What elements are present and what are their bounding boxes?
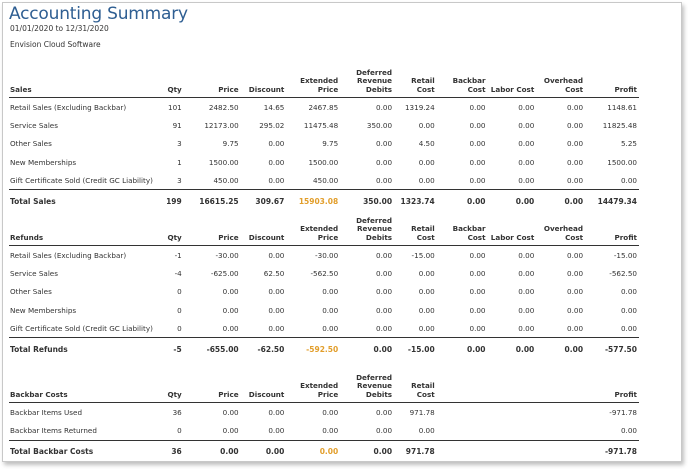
report-title: Accounting Summary	[9, 4, 188, 24]
table-row	[9, 319, 639, 338]
column-header: Price	[218, 232, 239, 242]
cell: 0.00	[567, 157, 584, 167]
cell: 0	[177, 323, 182, 333]
column-header: Discount	[248, 84, 285, 94]
cell: 9.75	[222, 139, 239, 149]
refunds-total-row	[9, 338, 639, 361]
table-row	[9, 246, 639, 265]
cell	[488, 403, 537, 422]
cell: 0.00	[268, 287, 285, 297]
cell: 1500.00	[607, 157, 637, 167]
cell: 0.00	[518, 305, 535, 315]
cell: 0.00	[564, 196, 584, 206]
cell: 0.00	[469, 305, 486, 315]
cell: 0.00	[222, 287, 239, 297]
cell: 0.00	[376, 287, 393, 297]
cell: 9.75	[322, 139, 339, 149]
cell: Backbar Items Returned	[10, 425, 97, 435]
cell: 0.00	[518, 287, 535, 297]
cell: Service Sales	[10, 120, 58, 130]
cell: 0.00	[268, 407, 285, 417]
cell: -30.00	[315, 250, 339, 260]
cell: -577.50	[604, 344, 637, 354]
cell: -562.50	[609, 268, 637, 278]
table-row	[9, 283, 639, 301]
cell	[437, 403, 488, 422]
refunds-header-row	[9, 208, 639, 246]
cell: 0.00	[376, 425, 393, 435]
column-header: Profit	[614, 389, 637, 399]
table-row	[9, 98, 639, 117]
cell: 0.00	[268, 175, 285, 185]
cell: 0.00	[268, 323, 285, 333]
cell: 0.00	[376, 250, 393, 260]
cell: 14.65	[263, 102, 285, 112]
cell: 971.78	[405, 447, 435, 457]
cell: Gift Certificate Sold (Credit GC Liability)	[10, 175, 153, 185]
cell: 0.00	[620, 323, 637, 333]
cell: 0.00	[567, 175, 584, 185]
cell: -15.00	[407, 344, 435, 354]
cell: 0.00	[322, 305, 339, 315]
cell: -1	[174, 250, 182, 260]
cell: 0.00	[469, 268, 486, 278]
cell: 11475.48	[303, 120, 339, 130]
column-header: Retail Cost	[411, 381, 435, 399]
cell: -625.00	[210, 268, 239, 278]
cell: 0.00	[222, 407, 239, 417]
column-header	[488, 365, 537, 403]
cell: 0.00	[418, 287, 435, 297]
cell: -30.00	[215, 250, 239, 260]
cell: -15.00	[411, 250, 435, 260]
cell: 450.00	[213, 175, 239, 185]
column-header	[536, 365, 585, 403]
sales-header-row	[9, 60, 639, 98]
cell: Retail Sales (Excluding Backbar)	[10, 250, 127, 260]
table-row	[9, 264, 639, 282]
cell: 1500.00	[308, 157, 339, 167]
column-header: Backbar Costs	[10, 389, 68, 399]
column-header: Extended Price	[300, 224, 339, 242]
cell: 0.00	[567, 139, 584, 149]
cell: 295.02	[259, 120, 285, 130]
table-row	[9, 171, 639, 190]
column-header: Backbar Cost	[452, 76, 486, 94]
cell: 101	[168, 102, 182, 112]
column-header: Refunds	[10, 232, 44, 242]
cell: 0.00	[268, 157, 285, 167]
column-header: Profit	[614, 84, 637, 94]
cell: 2467.85	[308, 102, 339, 112]
column-header: Qty	[167, 84, 182, 94]
cell: 0.00	[515, 196, 535, 206]
cell: 0.00	[469, 287, 486, 297]
cell: 450.00	[313, 175, 339, 185]
cell: 350.00	[363, 196, 393, 206]
column-header: Sales	[10, 84, 32, 94]
cell: 4.50	[418, 139, 435, 149]
cell: 2482.50	[208, 102, 239, 112]
table-row	[9, 153, 639, 171]
cell: 0.00	[567, 287, 584, 297]
company-name: Envision Cloud Software	[10, 40, 101, 49]
column-header	[437, 365, 488, 403]
cell: 0.00	[620, 425, 637, 435]
column-header: Price	[218, 389, 239, 399]
cell: 14479.34	[597, 196, 637, 206]
column-header: Qty	[167, 389, 182, 399]
backbar-costs-table	[9, 365, 639, 462]
cell: 0.00	[376, 323, 393, 333]
cell: 1	[177, 157, 182, 167]
cell: 0.00	[418, 268, 435, 278]
cell: 0.00	[322, 323, 339, 333]
cell: 0.00	[620, 305, 637, 315]
cell: 0.00	[518, 120, 535, 130]
cell: New Memberships	[10, 157, 77, 167]
column-header: Discount	[248, 232, 285, 242]
cell: -971.78	[604, 447, 637, 457]
column-header: Deferred Revenue Debits	[356, 372, 393, 399]
column-header: Backbar Cost	[452, 224, 486, 242]
cell: Backbar Items Used	[10, 407, 83, 417]
cell: 0.00	[222, 425, 239, 435]
cell: 0.00	[376, 175, 393, 185]
cell	[536, 440, 585, 462]
cell: 0.00	[376, 157, 393, 167]
cell: -562.50	[310, 268, 339, 278]
table-row	[9, 403, 639, 422]
cell	[536, 421, 585, 440]
cell: 0.00	[418, 323, 435, 333]
column-header: Overhead Cost	[543, 76, 584, 94]
column-header: Overhead Cost	[543, 224, 584, 242]
cell: 0.00	[376, 268, 393, 278]
cell: 0.00	[268, 139, 285, 149]
cell: 0.00	[567, 305, 584, 315]
cell: 62.50	[263, 268, 285, 278]
cell: 0.00	[373, 344, 393, 354]
cell: 3	[177, 139, 182, 149]
column-header: Retail Cost	[411, 76, 435, 94]
sales-table	[9, 60, 639, 212]
column-header: Deferred Revenue Debits	[356, 215, 393, 242]
cell: -655.00	[206, 344, 239, 354]
cell: 0.00	[469, 323, 486, 333]
cell: 0.00	[268, 250, 285, 260]
cell: -15.00	[613, 250, 637, 260]
cell: 199	[166, 196, 182, 206]
cell: Service Sales	[10, 268, 58, 278]
cell: 0.00	[222, 323, 239, 333]
column-header: Retail Cost	[411, 224, 435, 242]
cell: 0.00	[268, 425, 285, 435]
cell: 1323.74	[400, 196, 435, 206]
cell: 0.00	[518, 268, 535, 278]
cell: 0.00	[322, 287, 339, 297]
cell: 0.00	[268, 305, 285, 315]
cell: 0.00	[620, 287, 637, 297]
cell: 1148.61	[607, 102, 637, 112]
cell: 91	[172, 120, 182, 130]
table-row	[9, 116, 639, 134]
column-header: Qty	[167, 232, 182, 242]
cell: -971.78	[609, 407, 637, 417]
cell: 971.78	[409, 407, 435, 417]
cell: 0	[177, 287, 182, 297]
cell: 0.00	[567, 323, 584, 333]
cell: 1500.00	[208, 157, 239, 167]
table-row	[9, 135, 639, 153]
column-header: Price	[218, 84, 239, 94]
cell: 0.00	[469, 250, 486, 260]
cell: -592.50	[306, 344, 339, 354]
backbar-total-row	[9, 440, 639, 462]
cell: 36	[171, 447, 182, 457]
cell: 0.00	[518, 157, 535, 167]
cell: 0.00	[376, 407, 393, 417]
cell: Total Backbar Costs	[10, 447, 94, 457]
cell	[437, 421, 488, 440]
cell: 0.00	[322, 425, 339, 435]
cell: 0.00	[469, 175, 486, 185]
cell: 0.00	[469, 157, 486, 167]
cell: 0.00	[518, 102, 535, 112]
cell: 11825.48	[602, 120, 637, 130]
cell: Total Sales	[10, 196, 56, 206]
cell: 0.00	[376, 305, 393, 315]
cell: 0.00	[418, 157, 435, 167]
cell: 12173.00	[204, 120, 239, 130]
cell: 0.00	[567, 102, 584, 112]
cell: 36	[172, 407, 182, 417]
cell	[536, 403, 585, 422]
cell	[488, 421, 537, 440]
cell: 0.00	[469, 139, 486, 149]
cell: 0.00	[373, 447, 393, 457]
cell: 350.00	[366, 120, 393, 130]
table-row	[9, 301, 639, 319]
cell: 0.00	[467, 344, 486, 354]
cell: 0.00	[620, 175, 637, 185]
cell: Other Sales	[10, 139, 52, 149]
cell: 0.00	[376, 102, 393, 112]
cell: 0.00	[518, 323, 535, 333]
cell: 0.00	[469, 120, 486, 130]
cell: 0.00	[467, 196, 486, 206]
table-row	[9, 421, 639, 440]
cell: 0.00	[567, 120, 584, 130]
cell: New Memberships	[10, 305, 77, 315]
cell: 15903.08	[298, 196, 339, 206]
column-header: Labor Cost	[490, 232, 535, 242]
column-header: Profit	[614, 232, 637, 242]
column-header: Extended Price	[300, 76, 339, 94]
cell: 0.00	[220, 447, 239, 457]
column-header: Labor Cost	[490, 84, 535, 94]
report-frame	[2, 2, 682, 462]
cell: 0.00	[319, 447, 339, 457]
refunds-table	[9, 208, 639, 360]
cell: 309.67	[255, 196, 285, 206]
cell: Other Sales	[10, 287, 52, 297]
backbar-header-row	[9, 365, 639, 403]
cell: Total Refunds	[10, 344, 68, 354]
cell: 0.00	[515, 344, 535, 354]
cell: -4	[174, 268, 182, 278]
cell: 0.00	[418, 120, 435, 130]
cell: 5.25	[620, 139, 637, 149]
cell: 3	[177, 175, 182, 185]
cell: 0.00	[518, 250, 535, 260]
cell: Gift Certificate Sold (Credit GC Liability)	[10, 323, 153, 333]
cell: 0.00	[376, 139, 393, 149]
cell: 1319.24	[404, 102, 435, 112]
cell: Retail Sales (Excluding Backbar)	[10, 102, 127, 112]
cell: 0.00	[564, 344, 584, 354]
cell: 0.00	[322, 407, 339, 417]
cell: 0.00	[567, 268, 584, 278]
column-header: Extended Price	[300, 381, 339, 399]
cell: 16615.25	[199, 196, 239, 206]
cell: 0.00	[418, 175, 435, 185]
cell: 0.00	[518, 175, 535, 185]
cell: 0.00	[567, 250, 584, 260]
cell: 0.00	[265, 447, 285, 457]
cell: 0	[177, 425, 182, 435]
cell: 0.00	[418, 425, 435, 435]
cell: -5	[173, 344, 182, 354]
cell: 0.00	[418, 305, 435, 315]
cell: 0.00	[469, 102, 486, 112]
cell	[488, 440, 537, 462]
cell: 0.00	[518, 139, 535, 149]
cell: 0.00	[222, 305, 239, 315]
cell: -62.50	[257, 344, 285, 354]
column-header: Deferred Revenue Debits	[356, 67, 393, 94]
cell: 0	[177, 305, 182, 315]
cell	[437, 440, 488, 462]
date-range: 01/01/2020 to 12/31/2020	[10, 24, 109, 33]
column-header: Discount	[248, 389, 285, 399]
